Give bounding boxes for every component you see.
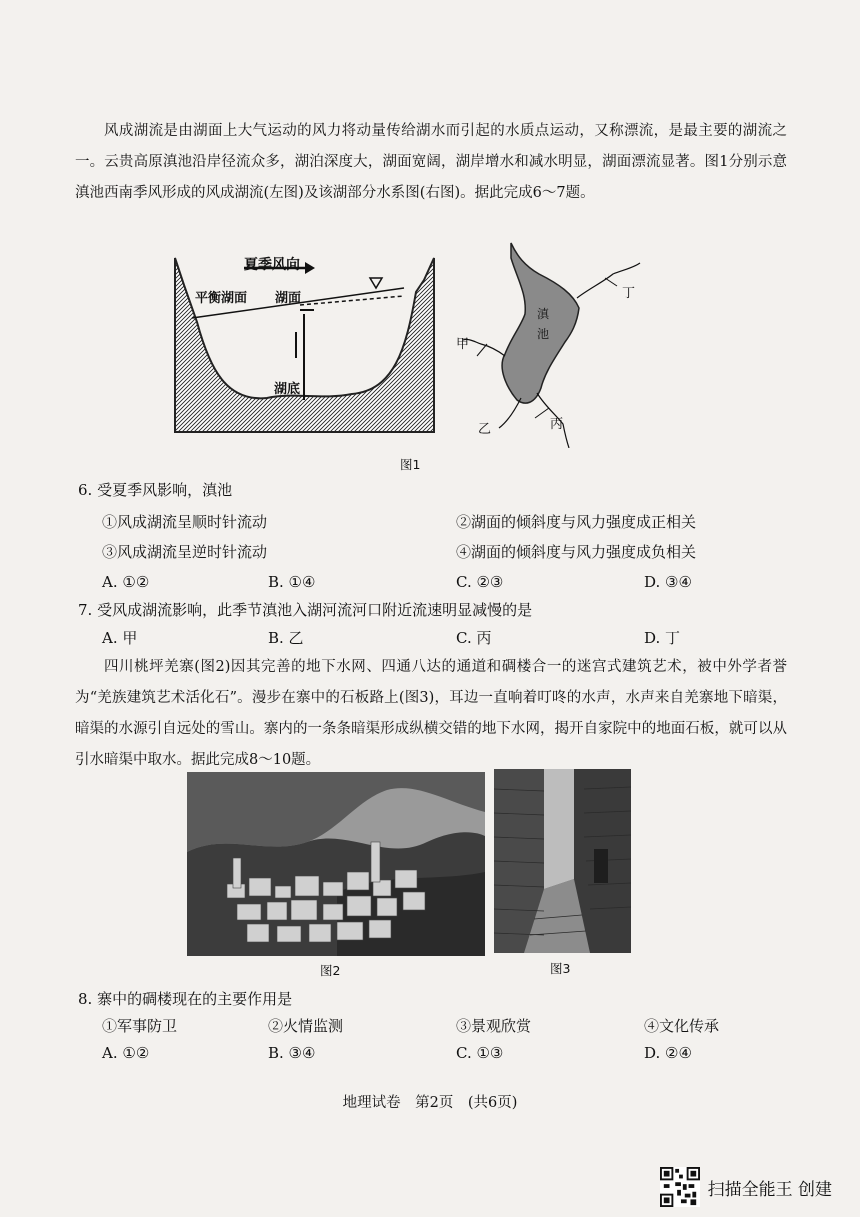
scanner-watermark-text: 扫描全能王 创建 — [707, 1179, 832, 1200]
q8-option-c: C. ①③ — [456, 1044, 504, 1062]
q6-statement-3: ③风成湖流呈逆时针流动 — [102, 543, 268, 561]
figure-3-photo — [494, 769, 631, 953]
qr-code-icon — [660, 1167, 700, 1207]
dianchi-label-1: 滇 — [537, 307, 550, 321]
question-6-stem: 6. 受夏季风影响，滇池 — [78, 481, 233, 499]
q8-statement-3: ③景观欣赏 — [456, 1017, 532, 1035]
intro-passage-8-10: 四川桃坪羌寨(图2)因其完善的地下水网、四通八达的通道和碉楼合一的迷宫式建筑艺术，被中外学者誉为“羌族建筑艺术活化石”。漫步在寨中的石板路上(图3)，耳边一直响着叮咚的水声，水声来自羌寨地下暗渠，暗渠的水源引自远处的雪山。寨内的一条条暗渠形成纵横交错的地下水网，揭开自家院中的地面石板，就可以从引水暗渠中取水。据此完成8～10题。 — [75, 659, 787, 768]
q6-statement-2: ②湖面的倾斜度与风力强度成正相关 — [456, 513, 697, 531]
q6-option-d: D. ③④ — [644, 573, 692, 591]
wind-direction-label: 夏季风向 — [244, 257, 300, 273]
q8-statement-2: ②火情监测 — [268, 1017, 344, 1035]
q6-option-a: A. ①② — [102, 573, 150, 591]
question-8-stem: 8. 寨中的碉楼现在的主要作用是 — [78, 990, 293, 1008]
q7-option-d: D. 丁 — [644, 629, 681, 647]
river-label-yi: 乙 — [478, 422, 492, 437]
q7-option-b: B. 乙 — [268, 629, 304, 647]
q8-option-d: D. ②④ — [644, 1044, 692, 1062]
intro-passage-6-7: 风成湖流是由湖面上大气运动的风力将动量传给湖水而引起的水质点运动，又称漂流，是最主要的湖流之一。云贵高原滇池沿岸径流众多，湖泊深度大，湖面宽阔，湖岸增水和减水明显，湖面漂流显著。图1分别示意滇池西南季风形成的风成湖流(左图)及该湖部分水系图(右图)。据此完成6～7题。 — [75, 123, 787, 201]
q6-statement-1: ①风成湖流呈顺时针流动 — [102, 513, 268, 531]
q7-option-a: A. 甲 — [102, 629, 138, 647]
q8-statement-4: ④文化传承 — [644, 1017, 720, 1035]
figure-2-caption: 图2 — [320, 963, 341, 978]
balance-surface-label: 平衡湖面 — [195, 291, 248, 306]
figure-2-photo — [187, 772, 485, 956]
q6-option-b: B. ①④ — [268, 573, 316, 591]
lake-cross-section-diagram — [172, 250, 437, 435]
figure-1-caption: 图1 — [400, 457, 421, 472]
q6-statement-4: ④湖面的倾斜度与风力强度成负相关 — [456, 543, 697, 561]
question-7-stem: 7. 受风成湖流影响，此季节滇池入湖河流河口附近流速明显减慢的是 — [78, 601, 533, 619]
river-label-ding: 丁 — [622, 286, 636, 301]
lake-bottom-label: 湖底 — [274, 382, 301, 397]
river-label-jia: 甲 — [456, 337, 470, 352]
dianchi-label-2: 池 — [537, 327, 550, 341]
q8-option-b: B. ③④ — [268, 1044, 316, 1062]
q6-option-c: C. ②③ — [456, 573, 504, 591]
figure-3-caption: 图3 — [550, 961, 571, 976]
lake-surface-label: 湖面 — [275, 291, 302, 306]
q7-option-c: C. 丙 — [456, 629, 492, 647]
scanner-watermark — [660, 1167, 832, 1207]
river-label-bing: 丙 — [550, 417, 564, 432]
page-footer: 地理试卷 第2页 (共6页) — [342, 1095, 518, 1111]
q8-statement-1: ①军事防卫 — [102, 1017, 178, 1035]
q8-option-a: A. ①② — [102, 1044, 150, 1062]
